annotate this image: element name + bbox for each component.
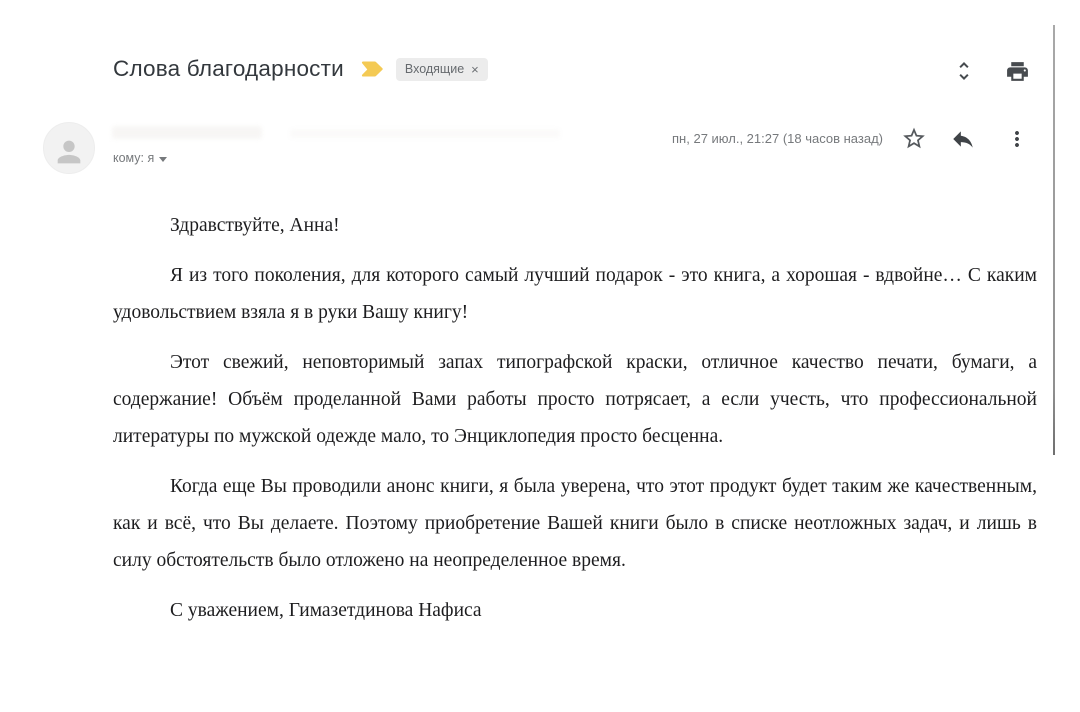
reply-icon[interactable] [950, 126, 976, 152]
inbox-label-chip [396, 58, 488, 81]
recipient-label: кому: я [113, 151, 155, 165]
unfold-more-icon[interactable] [951, 58, 977, 84]
body-paragraph: Этот свежий, неповторимый запах типографской краски, отличное качество печати, бумаги, а содержание! Объём проделанной Вами работы просто потрясает, а если учесть, что профессиональной литературы по мужской одежде мало, то Энциклопедия просто бесценна. [113, 352, 1037, 447]
more-options-icon[interactable] [1004, 126, 1030, 152]
body-paragraph: Я из того поколения, для которого самый лучший подарок - это книга, а хорошая - вдвойне… С каким удовольствием взяла я в руки Вашу книгу! [113, 265, 1037, 323]
scrollbar[interactable] [1053, 25, 1055, 455]
person-icon [52, 135, 86, 169]
body-paragraph: Когда еще Вы проводили анонс книги, я была уверена, что этот продукт будет таким же качественным, как и всё, что Вы делаете. Поэтому приобретение Вашей книги было в списке неотложных задач, и лишь в силу обстоятельств было отложено на неопределенное время. [113, 476, 1037, 571]
star-icon[interactable] [901, 125, 927, 151]
message-date: пн, 27 июл., 21:27 (18 часов назад) [672, 131, 883, 146]
inbox-label-remove-icon[interactable]: × [471, 61, 479, 77]
email-body [113, 207, 1037, 642]
importance-marker-icon[interactable] [360, 59, 387, 80]
greeting-paragraph: Здравствуйте, Анна! [170, 215, 340, 236]
inbox-label-text: Входящие [404, 62, 465, 76]
header-actions [951, 58, 1030, 84]
chevron-down-icon [159, 157, 167, 162]
print-icon[interactable] [1004, 58, 1030, 84]
sender-avatar [43, 122, 95, 174]
message-header [113, 56, 488, 82]
sender-address-redacted [290, 129, 560, 138]
email-subject: Слова благодарности [113, 56, 344, 81]
recipient-dropdown[interactable] [113, 151, 167, 165]
signature-paragraph: С уважением, Гимазетдинова Нафиса [170, 600, 482, 621]
sender-name-redacted [112, 126, 262, 139]
